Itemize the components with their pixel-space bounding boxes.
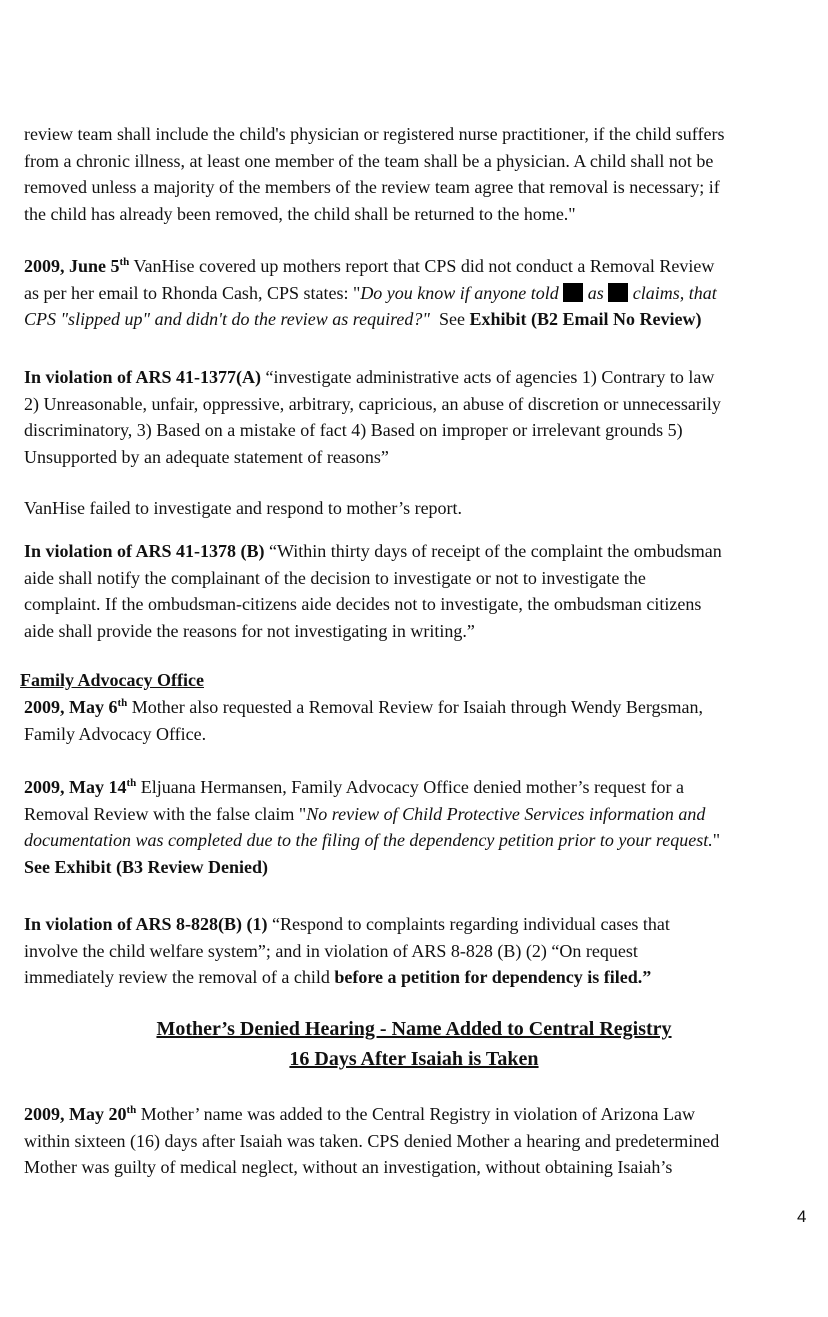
ordinal-suffix: th: [126, 1104, 137, 1116]
text-span: immediately review the removal of a child: [24, 967, 335, 987]
section-heading-line-1: Mother’s Denied Hearing - Name Added to Central Registry: [156, 1018, 672, 1040]
text-span: Mother’ name was added to the Central Registry in violation of Arizona Law: [136, 1104, 695, 1124]
text-line: [24, 774, 810, 801]
ordinal-suffix: th: [119, 256, 130, 268]
text-line: involve the child welfare system”; and in violation of ARS 8-828 (B) (2) “On request: [24, 940, 638, 961]
text-line: VanHise failed to investigate and respond to mother’s report.: [24, 498, 463, 518]
text-line: discriminatory, 3) Based on a mistake of fact 4) Based on improper or irrelevant grounds 5): [24, 420, 683, 440]
section-heading-line-2: 16 Days After Isaiah is Taken: [289, 1048, 539, 1070]
entry-date: 2009, May 14: [24, 777, 127, 797]
ordinal-suffix: th: [117, 697, 128, 709]
paragraph-ars-8-828: [24, 911, 810, 991]
emphasis-text: before a petition for dependency is filed.”: [334, 967, 652, 987]
text-span: VanHise covered up mothers report that CPS did not conduct a Removal Review: [129, 256, 715, 276]
text-line: Mother was guilty of medical neglect, without an investigation, without obtaining Isaiah’s: [24, 1157, 673, 1177]
paragraph-may-6: [24, 694, 810, 747]
text-line: aide shall provide the reasons for not investigating in writing.”: [24, 620, 475, 641]
entry-date: 2009, June 5: [24, 256, 120, 276]
text-line: 2) Unreasonable, unfair, oppressive, arbitrary, capricious, an abuse of discretion or unnecessarily: [24, 393, 721, 414]
italic-quote: as: [583, 282, 609, 303]
italic-quote: Do you know if anyone told: [360, 282, 564, 303]
text-span: Mother also requested a Removal Review for Isaiah through Wendy Bergsman,: [127, 697, 704, 717]
text-span: Removal Review with the false claim ": [24, 803, 307, 824]
text-line: [24, 306, 810, 333]
text-line: [24, 911, 810, 938]
italic-quote: claims, that: [628, 282, 717, 303]
text-line: complaint. If the ombudsman-citizens aide decides not to investigate, the ombudsman citizens: [24, 594, 702, 614]
paragraph-vanhise-failed: [24, 495, 810, 522]
section-label: Family Advocacy Office: [20, 670, 204, 690]
text-line: from a chronic illness, at least one member of the team shall be a physician. A child shall not be: [24, 150, 714, 171]
text-line: [24, 964, 810, 991]
paragraph-removal-review-quote: [24, 121, 810, 227]
text-span: ": [712, 830, 721, 850]
text-line: [24, 538, 810, 565]
statute-reference: In violation of ARS 8-828(B) (1): [24, 914, 268, 934]
text-span: Eljuana Hermansen, Family Advocacy Office denied mother’s request for a: [136, 777, 684, 797]
exhibit-reference: See Exhibit (B3 Review Denied): [24, 856, 268, 877]
paragraph-ars-41-1378: [24, 538, 810, 644]
text-line: aide shall notify the complainant of the decision to investigate or not to investigate the: [24, 567, 646, 588]
text-line: [24, 801, 810, 828]
exhibit-reference: Exhibit (B2 Email No Review): [469, 309, 702, 329]
text-line: [24, 1101, 810, 1128]
redaction-box: [608, 283, 628, 302]
page-number: 4: [797, 1207, 807, 1226]
ordinal-suffix: th: [126, 777, 137, 789]
text-line: [24, 854, 810, 881]
text-line: within sixteen (16) days after Isaiah was taken. CPS denied Mother a hearing and predetermined: [24, 1130, 720, 1151]
text-span: “Within thirty days of receipt of the complaint the ombudsman: [264, 541, 722, 561]
text-span: “investigate administrative acts of agencies 1) Contrary to law: [261, 367, 715, 387]
italic-quote: documentation was completed due to the filing of the dependency petition prior to your request.: [24, 830, 713, 850]
redaction-box: [563, 283, 583, 302]
text-line: Unsupported by an adequate statement of reasons”: [24, 446, 389, 467]
italic-quote: CPS "slipped up" and didn't do the review as required?": [24, 309, 430, 329]
italic-quote: No review of Child Protective Services information and: [306, 803, 706, 824]
entry-date: 2009, May 20: [24, 1104, 127, 1124]
text-line: the child has already been removed, the child shall be returned to the home.": [24, 203, 576, 224]
paragraph-may-14: [24, 774, 810, 880]
text-line: [24, 280, 810, 307]
paragraph-june-5: [24, 253, 810, 333]
statute-reference: In violation of ARS 41-1378 (B): [24, 541, 265, 561]
entry-date: 2009, May 6: [24, 697, 118, 717]
text-line: [24, 694, 810, 721]
statute-reference: In violation of ARS 41-1377(A): [24, 367, 262, 387]
text-line: review team shall include the child's physician or registered nurse practitioner, if the child suffers: [24, 124, 725, 144]
text-line: [24, 827, 810, 854]
text-span: “Respond to complaints regarding individual cases that: [267, 914, 670, 934]
paragraph-may-20: [24, 1101, 810, 1181]
text-line: Family Advocacy Office.: [24, 723, 207, 744]
text-span: as per her email to Rhonda Cash, CPS states: ": [24, 282, 361, 303]
text-span: See: [429, 309, 470, 329]
text-line: [24, 253, 810, 280]
paragraph-ars-41-1377: [24, 364, 810, 470]
text-line: removed unless a majority of the members of the review team agree that removal is necessary; if: [24, 177, 720, 197]
text-line: [24, 364, 810, 391]
